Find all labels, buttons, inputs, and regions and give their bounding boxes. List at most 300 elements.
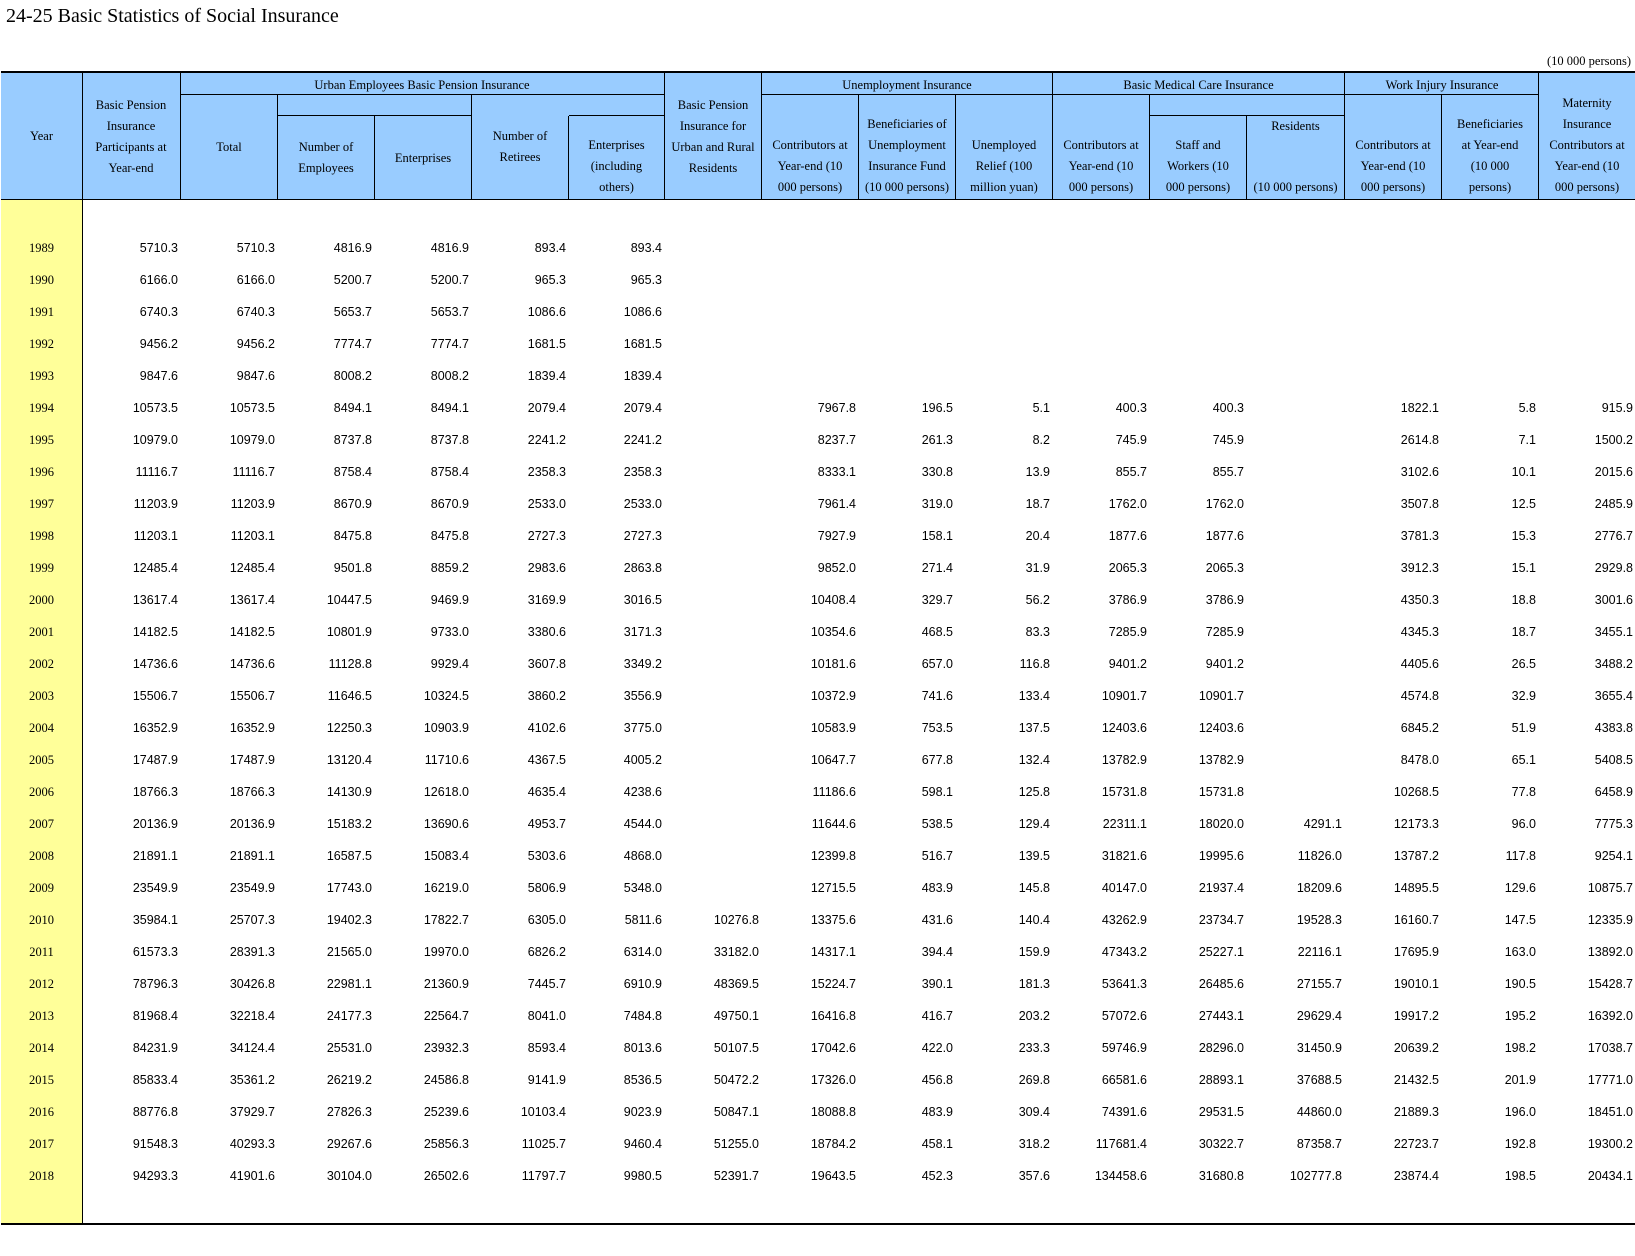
table-cell: 91548.3: [132, 1137, 178, 1151]
table-cell: 12485.4: [229, 561, 275, 575]
table-cell: 23549.9: [229, 881, 275, 895]
table-cell: 8494.1: [333, 401, 372, 415]
table-cell: 18766.3: [229, 785, 275, 799]
table-cell: 145.8: [1018, 881, 1050, 895]
table-cell: 31821.6: [1101, 849, 1147, 863]
table-row: [0, 680, 1635, 712]
table-cell: 2079.4: [623, 401, 662, 415]
table-cell: 15.1: [1511, 561, 1536, 575]
table-row: [0, 712, 1635, 744]
table-cell: 15183.2: [326, 817, 372, 831]
table-cell: 102777.8: [1289, 1169, 1342, 1183]
table-cell: 483.9: [921, 1105, 953, 1119]
table-cell: [1252, 744, 1342, 776]
table-cell: 3001.6: [1594, 593, 1633, 607]
table-cell: 416.7: [921, 1009, 953, 1023]
table-cell: [1252, 392, 1342, 424]
row-year: 2004: [29, 721, 54, 735]
table-cell: 49750.1: [713, 1009, 759, 1023]
table-cell: 11826.0: [1297, 849, 1342, 863]
table-cell: 1822.1: [1400, 401, 1439, 415]
table-cell: 10979.0: [229, 433, 275, 447]
col-header-number-retirees: Number of Retirees: [492, 129, 548, 164]
table-cell: 21360.9: [423, 977, 469, 991]
table-cell: [1543, 264, 1633, 296]
table-cell: 27155.7: [1296, 977, 1342, 991]
table-cell: 18020.0: [1198, 817, 1244, 831]
table-cell: 8008.2: [430, 369, 469, 383]
table-cell: 11646.5: [327, 689, 372, 703]
table-cell: 65.1: [1511, 753, 1536, 767]
table-cell: 233.3: [1018, 1041, 1050, 1055]
table-cell: 4405.6: [1400, 657, 1439, 671]
table-cell: 6305.0: [527, 913, 566, 927]
table-cell: 4953.7: [527, 817, 566, 831]
row-year: 1996: [29, 465, 54, 479]
table-cell: [669, 552, 759, 584]
table-cell: 6845.2: [1400, 721, 1439, 735]
table-cell: 18.7: [1025, 497, 1050, 511]
table-cell: [1252, 776, 1342, 808]
table-cell: 6166.0: [236, 273, 275, 287]
table-cell: 11203.1: [133, 529, 178, 543]
table-cell: 133.4: [1018, 689, 1050, 703]
table-cell: 3786.9: [1108, 593, 1147, 607]
table-cell: 32218.4: [229, 1009, 275, 1023]
table-cell: 2533.0: [623, 497, 662, 511]
table-cell: 3016.5: [623, 593, 662, 607]
table-cell: 5653.7: [333, 305, 372, 319]
table-cell: 198.5: [1504, 1169, 1536, 1183]
table-cell: 23932.3: [423, 1041, 469, 1055]
table-cell: 26219.2: [326, 1073, 372, 1087]
table-cell: 81968.4: [132, 1009, 178, 1023]
table-cell: 2358.3: [623, 465, 662, 479]
table-cell: [1154, 328, 1244, 360]
table-cell: 137.5: [1018, 721, 1050, 735]
table-cell: [1349, 328, 1439, 360]
table-cell: 2929.8: [1594, 561, 1633, 575]
table-cell: 309.4: [1018, 1105, 1050, 1119]
table-cell: 10573.5: [132, 401, 178, 415]
table-row: [0, 424, 1635, 456]
table-row: [0, 1160, 1635, 1192]
table-cell: [1252, 584, 1342, 616]
row-year: 2013: [29, 1009, 54, 1023]
table-cell: [1543, 296, 1633, 328]
table-cell: 6740.3: [139, 305, 178, 319]
table-cell: [1057, 328, 1147, 360]
table-cell: [669, 744, 759, 776]
table-row: [0, 264, 1635, 296]
row-year: 2016: [29, 1105, 54, 1119]
table-cell: 18088.8: [810, 1105, 856, 1119]
table-cell: 19995.6: [1198, 849, 1244, 863]
table-cell: 9456.2: [139, 337, 178, 351]
table-cell: [669, 648, 759, 680]
table-cell: 29629.4: [1296, 1009, 1342, 1023]
table-cell: 18766.3: [132, 785, 178, 799]
table-cell: 11116.7: [232, 465, 275, 479]
table-cell: 13617.4: [229, 593, 275, 607]
table-cell: [1252, 424, 1342, 456]
table-row: [0, 936, 1635, 968]
table-cell: 14182.5: [132, 625, 178, 639]
table-cell: [863, 360, 953, 392]
table-row: [0, 872, 1635, 904]
table-cell: 11203.9: [133, 497, 178, 511]
table-cell: 12399.8: [810, 849, 856, 863]
col-header-work-contributors: Contributors at Year-end (10 000 persons): [1355, 138, 1431, 194]
table-cell: 9469.9: [430, 593, 469, 607]
table-cell: 3102.6: [1400, 465, 1439, 479]
table-cell: 22564.7: [423, 1009, 469, 1023]
table-cell: 8670.9: [430, 497, 469, 511]
table-cell: 657.0: [921, 657, 953, 671]
table-cell: 3556.9: [623, 689, 662, 703]
table-cell: 538.5: [921, 817, 953, 831]
table-cell: 17695.9: [1393, 945, 1439, 959]
table-cell: 21891.1: [132, 849, 178, 863]
row-year: 2006: [29, 785, 54, 799]
table-cell: 13.9: [1025, 465, 1050, 479]
table-cell: 3455.1: [1594, 625, 1633, 639]
table-cell: 21565.0: [326, 945, 372, 959]
table-cell: 10.1: [1511, 465, 1536, 479]
table-cell: 3775.0: [623, 721, 662, 735]
table-cell: [1446, 328, 1536, 360]
table-cell: 1086.6: [527, 305, 566, 319]
table-cell: 134458.6: [1094, 1169, 1147, 1183]
table-row: [0, 232, 1635, 264]
table-cell: 2727.3: [527, 529, 566, 543]
table-cell: [669, 296, 759, 328]
table-cell: 11116.7: [135, 465, 178, 479]
table-cell: 9141.9: [527, 1073, 566, 1087]
table-cell: 10372.9: [810, 689, 856, 703]
table-cell: 9847.6: [139, 369, 178, 383]
table-cell: 203.2: [1018, 1009, 1050, 1023]
table-cell: 13892.0: [1587, 945, 1633, 959]
table-cell: [960, 232, 1050, 264]
table-cell: 10408.4: [810, 593, 856, 607]
table-row: [0, 776, 1635, 808]
table-cell: 40293.3: [229, 1137, 275, 1151]
table-cell: [960, 360, 1050, 392]
table-cell: 7774.7: [333, 337, 372, 351]
table-cell: [1446, 232, 1536, 264]
table-cell: [1154, 264, 1244, 296]
table-cell: 10647.7: [810, 753, 856, 767]
table-cell: 4345.3: [1400, 625, 1439, 639]
table-cell: 598.1: [921, 785, 953, 799]
table-cell: 33182.0: [713, 945, 759, 959]
table-cell: 2065.3: [1108, 561, 1147, 575]
table-cell: 8475.8: [430, 529, 469, 543]
table-cell: 5.1: [1032, 401, 1050, 415]
row-year: 2005: [29, 753, 54, 767]
table-cell: [1446, 264, 1536, 296]
table-cell: 3169.9: [527, 593, 566, 607]
col-header-med-residents-unit: (10 000 persons): [1253, 180, 1338, 194]
table-cell: 88776.8: [132, 1105, 178, 1119]
table-cell: 20136.9: [229, 817, 275, 831]
table-cell: 56.2: [1025, 593, 1050, 607]
table-cell: 35984.1: [132, 913, 178, 927]
table-cell: 24177.3: [326, 1009, 372, 1023]
table-cell: 3912.3: [1400, 561, 1439, 575]
table-cell: 5348.0: [623, 881, 662, 895]
table-cell: [1252, 488, 1342, 520]
table-cell: 28296.0: [1198, 1041, 1244, 1055]
table-cell: 8670.9: [333, 497, 372, 511]
table-cell: [1252, 616, 1342, 648]
table-row: [0, 360, 1635, 392]
table-cell: 41901.6: [229, 1169, 275, 1183]
table-cell: 10276.8: [713, 913, 759, 927]
table-cell: [960, 328, 1050, 360]
table-cell: 147.5: [1504, 913, 1536, 927]
table-cell: 2079.4: [527, 401, 566, 415]
table-cell: 12715.5: [810, 881, 856, 895]
table-cell: 8859.2: [430, 561, 469, 575]
table-cell: [1057, 232, 1147, 264]
table-row: [0, 1032, 1635, 1064]
table-cell: 10875.7: [1587, 881, 1633, 895]
table-cell: 9023.9: [623, 1105, 662, 1119]
table-cell: 893.4: [630, 241, 662, 255]
table-cell: 8041.0: [527, 1009, 566, 1023]
table-cell: 16392.0: [1587, 1009, 1633, 1023]
table-cell: [766, 264, 856, 296]
row-year: 1997: [29, 497, 54, 511]
table-cell: 5653.7: [430, 305, 469, 319]
table-cell: 3507.8: [1400, 497, 1439, 511]
table-cell: 422.0: [921, 1041, 953, 1055]
table-cell: 61573.3: [132, 945, 178, 959]
table-cell: [669, 712, 759, 744]
table-cell: 400.3: [1212, 401, 1244, 415]
table-cell: 7927.9: [817, 529, 856, 543]
table-cell: 43262.9: [1101, 913, 1147, 927]
table-cell: 319.0: [921, 497, 953, 511]
table-cell: 11203.1: [230, 529, 275, 543]
table-cell: 3607.8: [527, 657, 566, 671]
table-cell: 50472.2: [713, 1073, 759, 1087]
table-cell: 3655.4: [1594, 689, 1633, 703]
table-cell: 17326.0: [810, 1073, 856, 1087]
table-row: [0, 488, 1635, 520]
table-cell: 13617.4: [132, 593, 178, 607]
table-cell: [1252, 328, 1342, 360]
table-cell: 893.4: [534, 241, 566, 255]
table-cell: [960, 296, 1050, 328]
table-cell: [669, 584, 759, 616]
col-header-enterprises: Enterprises: [394, 150, 452, 165]
table-cell: 8333.1: [817, 465, 856, 479]
table-cell: 745.9: [1115, 433, 1147, 447]
table-cell: 1762.0: [1108, 497, 1147, 511]
table-cell: 5710.3: [139, 241, 178, 255]
table-cell: 1681.5: [527, 337, 566, 351]
table-cell: 4350.3: [1400, 593, 1439, 607]
table-cell: 20639.2: [1393, 1041, 1439, 1055]
table-cell: 7445.7: [527, 977, 566, 991]
table-cell: 31450.9: [1296, 1041, 1342, 1055]
table-cell: [1543, 328, 1633, 360]
table-cell: 192.8: [1504, 1137, 1536, 1151]
table-cell: 10354.6: [810, 625, 856, 639]
table-cell: 855.7: [1115, 465, 1147, 479]
group-title-medical: Basic Medical Care Insurance: [1123, 78, 1274, 92]
table-cell: [1349, 232, 1439, 264]
table-cell: 753.5: [921, 721, 953, 735]
table-cell: 14736.6: [229, 657, 275, 671]
table-cell: 21891.1: [229, 849, 275, 863]
table-cell: 2065.3: [1205, 561, 1244, 575]
table-cell: 16587.5: [326, 849, 372, 863]
table-cell: 4005.2: [623, 753, 662, 767]
table-cell: 18784.2: [810, 1137, 856, 1151]
table-cell: 19402.3: [326, 913, 372, 927]
table-cell: 44860.0: [1296, 1105, 1342, 1119]
table-cell: 19970.0: [423, 945, 469, 959]
col-header-med-staff: Staff and Workers (10 000 persons): [1165, 138, 1231, 194]
table-cell: [1349, 360, 1439, 392]
table-cell: [1543, 360, 1633, 392]
col-header-unemp-relief: Unemployed Relief (100 million yuan): [970, 138, 1038, 194]
table-cell: [1349, 264, 1439, 296]
page-title: 24-25 Basic Statistics of Social Insurance: [6, 5, 339, 27]
table-cell: 66581.6: [1101, 1073, 1147, 1087]
row-year: 2015: [29, 1073, 54, 1087]
table-cell: 11186.6: [812, 785, 856, 799]
table-cell: [766, 328, 856, 360]
table-cell: 8013.6: [623, 1041, 662, 1055]
table-cell: 15.3: [1511, 529, 1536, 543]
table-cell: 14895.5: [1393, 881, 1439, 895]
table-cell: 9980.5: [623, 1169, 662, 1183]
table-cell: 15731.8: [1198, 785, 1244, 799]
row-year: 2000: [29, 593, 54, 607]
col-header-work-beneficiaries: Beneficiaries at Year-end (10 000 persons): [1457, 117, 1523, 194]
table-cell: [1349, 296, 1439, 328]
table-cell: 50107.5: [713, 1041, 759, 1055]
table-cell: 7774.7: [430, 337, 469, 351]
table-cell: [669, 680, 759, 712]
table-cell: [863, 296, 953, 328]
table-cell: 452.3: [921, 1169, 953, 1183]
table-cell: 31.9: [1025, 561, 1050, 575]
table-cell: 13782.9: [1101, 753, 1147, 767]
row-year: 2017: [29, 1137, 54, 1151]
table-cell: [1252, 232, 1342, 264]
table-cell: 6314.0: [623, 945, 662, 959]
table-cell: 9929.4: [430, 657, 469, 671]
table-cell: [669, 488, 759, 520]
table-cell: 10901.7: [1198, 689, 1244, 703]
table-cell: 10447.5: [326, 593, 372, 607]
table-cell: 40147.0: [1101, 881, 1147, 895]
table-cell: 12173.3: [1393, 817, 1439, 831]
col-header-number-employees: Number of Employees: [298, 140, 354, 175]
col-header-basic-pension: Basic Pension Insurance Participants at Year-end: [95, 98, 167, 175]
row-year: 2018: [29, 1169, 54, 1183]
table-cell: 94293.3: [132, 1169, 178, 1183]
table-cell: 84231.9: [132, 1041, 178, 1055]
table-cell: [766, 296, 856, 328]
table-cell: 11128.8: [328, 657, 372, 671]
table-cell: [1252, 680, 1342, 712]
row-year: 1989: [29, 241, 54, 255]
table-cell: 14736.6: [132, 657, 178, 671]
table-cell: [863, 328, 953, 360]
table-cell: [1154, 360, 1244, 392]
table-cell: 12403.6: [1101, 721, 1147, 735]
table-cell: 24586.8: [423, 1073, 469, 1087]
table-cell: 17487.9: [132, 753, 178, 767]
table-cell: 5806.9: [527, 881, 566, 895]
table-cell: 21937.4: [1198, 881, 1244, 895]
table-cell: 9401.2: [1205, 657, 1244, 671]
table-cell: 25227.1: [1198, 945, 1244, 959]
table-cell: [669, 840, 759, 872]
col-header-unemp-beneficiaries: Beneficiaries of Unemployment Insurance Fund (10 000 persons): [864, 117, 949, 194]
table-cell: 3786.9: [1205, 593, 1244, 607]
table-cell: 20136.9: [132, 817, 178, 831]
table-cell: 139.5: [1018, 849, 1050, 863]
table-cell: 483.9: [921, 881, 953, 895]
table-cell: 1877.6: [1108, 529, 1147, 543]
table-cell: 4383.8: [1594, 721, 1633, 735]
table-cell: 269.8: [1018, 1073, 1050, 1087]
table-cell: 18.7: [1511, 625, 1536, 639]
table-cell: 14182.5: [229, 625, 275, 639]
table-cell: 47343.2: [1101, 945, 1147, 959]
table-cell: 22311.1: [1102, 817, 1147, 831]
table-cell: 10324.5: [423, 689, 469, 703]
table-cell: 3349.2: [623, 657, 662, 671]
table-cell: 15506.7: [132, 689, 178, 703]
table-row: [0, 296, 1635, 328]
table-row: [0, 392, 1635, 424]
row-year: 2014: [29, 1041, 54, 1055]
table-cell: [1252, 520, 1342, 552]
table-cell: 16352.9: [132, 721, 178, 735]
table-cell: [669, 264, 759, 296]
table-row: [0, 1064, 1635, 1096]
row-year: 2002: [29, 657, 54, 671]
row-year: 2001: [29, 625, 54, 639]
table-cell: 4367.5: [527, 753, 566, 767]
table-cell: 7775.3: [1594, 817, 1633, 831]
table-cell: 10573.5: [229, 401, 275, 415]
table-cell: 12485.4: [132, 561, 178, 575]
table-cell: 4868.0: [623, 849, 662, 863]
table-cell: 10583.9: [810, 721, 856, 735]
table-cell: 125.8: [1018, 785, 1050, 799]
table-cell: 35361.2: [229, 1073, 275, 1087]
table-cell: 32.9: [1511, 689, 1536, 703]
table-cell: 8737.8: [333, 433, 372, 447]
header-top-border: [1, 71, 1635, 73]
table-cell: 48369.5: [713, 977, 759, 991]
table-cell: 23874.4: [1393, 1169, 1439, 1183]
row-year: 2008: [29, 849, 54, 863]
table-cell: 17487.9: [229, 753, 275, 767]
table-cell: 21432.5: [1393, 1073, 1439, 1087]
table-cell: 59746.9: [1101, 1041, 1147, 1055]
